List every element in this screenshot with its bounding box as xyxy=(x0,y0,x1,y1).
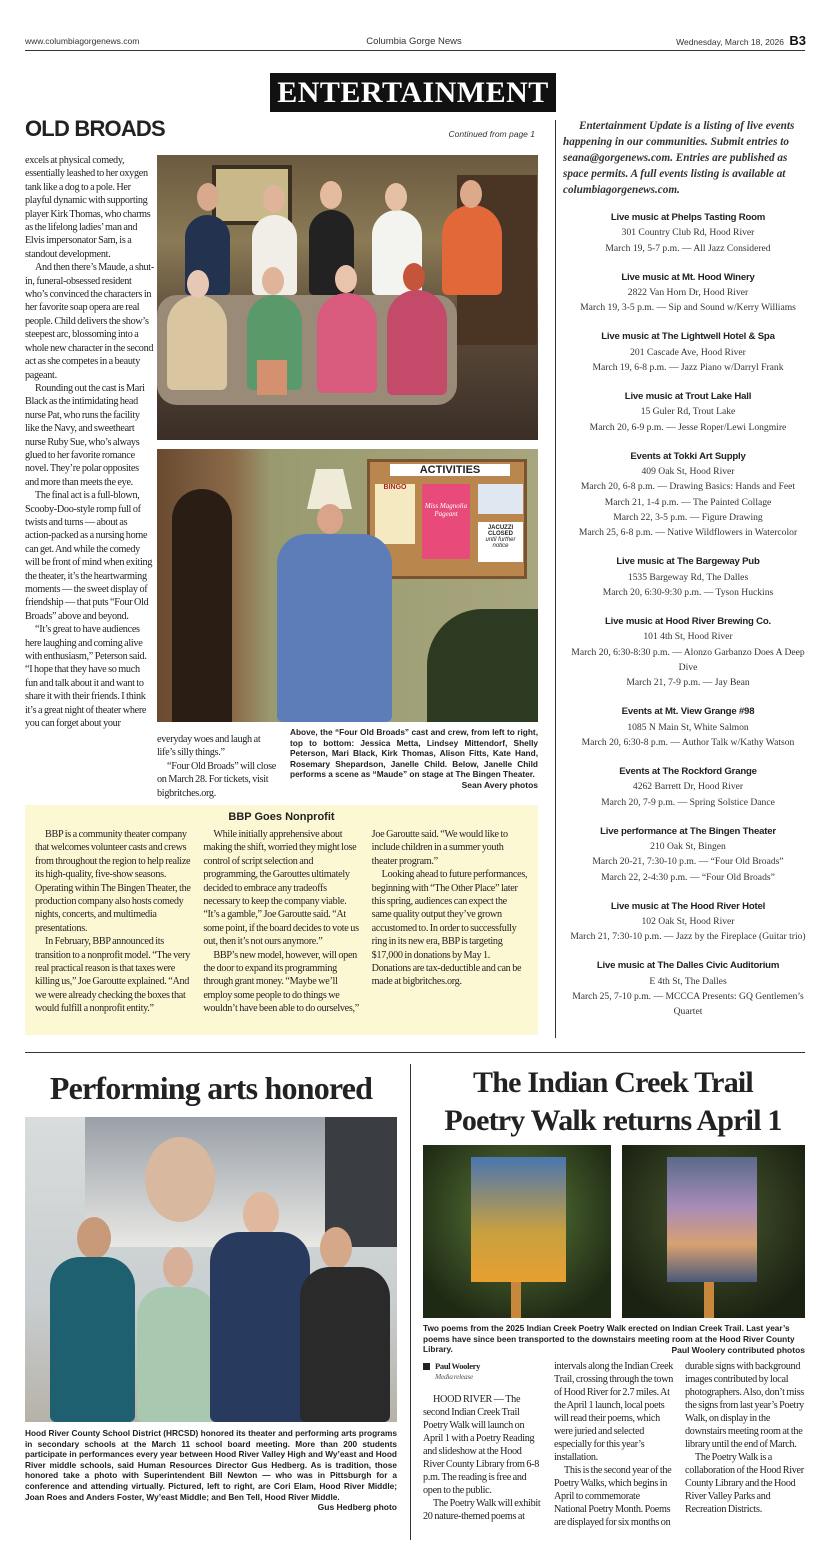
story-column xyxy=(25,154,154,730)
sidebar-title: BBP Goes Nonprofit xyxy=(228,811,335,823)
event-address: E 4th St, The Dalles xyxy=(649,975,727,987)
event-listing xyxy=(563,554,813,600)
sidebar-paragraph: Looking ahead to future performances, beginning with “The Other Place” later this spring, audiences can expect the same quality output they’ve grown accustomed to. In order to successfully ring in its new era, BBP is targeting $17,000 in donations by May 1. Donations are tax-deductible and can be made at bigbritches.org. xyxy=(371,869,528,988)
performing-arts-photo xyxy=(25,1117,397,1422)
jacuzzi-sign: JACUZZI CLOSED until further notice xyxy=(478,522,523,562)
event-time: March 20-21, 7:30-10 p.m. — “Four Old Broads” xyxy=(592,856,784,868)
byline-name: Paul Woolery xyxy=(435,1361,481,1371)
event-time: March 20, 6:30-9:30 p.m. — Tyson Huckins xyxy=(602,586,774,598)
update-intro: Entertainment Update is a listing of live events happening in our communities. Submit entries to seana@gorgenews.com. Entries are published as space permits. A full events listing is available at columbiagorgenews.com. xyxy=(563,120,795,196)
bottom-column-rule xyxy=(410,1064,411,1540)
poetry-caption: Two poems from the 2025 Indian Creek Poetry Walk erected on Indian Creek Trail. Last year’s poems have since been transported to the downstairs meeting room at the Hood River County Library. xyxy=(423,1323,795,1355)
sidebar-paragraph: BBP is a community theater company that welcomes volunteer casts and crews from throughout the region to help realize its high-quality, five-show seasons. Operating within The Bingen Theater, the production company also hosts comedy nights, concerts, and multimedia presentations. xyxy=(35,829,191,934)
event-title: Live performance at The Bingen Theater xyxy=(600,825,776,837)
story-continuation xyxy=(157,733,279,800)
event-title: Live music at Mt. Hood Winery xyxy=(621,271,755,283)
event-address: 210 Oak St, Bingen xyxy=(650,840,726,852)
story-paragraph: And then there’s Maude, a shut-in, funeral-obsessed resident who’s convinced the characters in her favorite soap opera are real people. Child delivers the show’s steepest arc, blossoming into a whole new character in the second act as she competes in a beauty pageant. xyxy=(25,262,154,381)
event-title: Live music at The Hood River Hotel xyxy=(610,900,766,912)
paper-name: Columbia Gorge News xyxy=(366,36,462,47)
poetry-article xyxy=(423,1360,805,1529)
performing-arts-caption: Hood River County School District (HRCSD) honored its theater and performing arts programs in secondary schools at the March 11 school board meeting. More than 200 students participate in performances every year between Hood River Valley High and Wy’east and Hood River middle schools, said Human Resources Director Gus Hedberg. As is tradition, those honored take a photo with Superintendent Bill Newton — who was in Pittsburgh for a conference and attending virtually. Pictured, left to right, are Cori Elam, Hood River Middle; Joan Roes and Anders Foster, Wy’east Middle; and Ben Tell, Hood River Middle. xyxy=(25,1428,398,1502)
event-title: Live music at Hood River Brewing Co. xyxy=(604,616,772,628)
website-url[interactable]: www.columbiagorgenews.com xyxy=(25,36,140,46)
poem-sign-photo-1 xyxy=(423,1145,611,1318)
event-address: 1535 Bargeway Rd, The Dalles xyxy=(627,571,749,583)
sidebar-paragraph: While initially apprehensive about making the shift, worried they might lose control of script selection and programming, the Garouttes ultimately decided to embrace any tradeoffs necessary to keep the company viable. “It’s a gamble,” Joe Garoutte said. “At some point, if the board decides to vote us out, then it’s not ours anymore.” xyxy=(203,829,359,948)
event-address: 1085 N Main St, White Salmon xyxy=(627,721,749,733)
photo-caption: Above, the “Four Old Broads” cast and crew, from left to right, top to bottom: Jessica Metta, Lindsey Mittendorf, Shelly Peterson, Mari Black, Kirk Thomas, Alison Fitts, Kate Hand, Rosemary Shepardson, Janelle Child. Below, Janelle Child performs a scene as “Maude” on stage at The Bingen Theater. xyxy=(290,727,538,780)
event-address: 4262 Barrett Dr, Hood River xyxy=(632,781,744,793)
performer-dress xyxy=(277,534,392,722)
bingo-sign: BINGO xyxy=(375,484,415,544)
event-address: 301 Country Club Rd, Hood River xyxy=(621,227,755,239)
event-listing xyxy=(563,449,813,541)
story-paragraph: excels at physical comedy, essentially leashed to her oxygen tank like a dog to a pole. Her playful dynamic with supporting player Kirk Thomas, who charms as the lifelong ladies’ man and Elvis impersonator Sam, is a standout development. xyxy=(25,155,151,260)
byline-role: Media release xyxy=(435,1372,474,1381)
poem-sign xyxy=(667,1157,757,1282)
event-time: March 19, 6-8 p.m. — Jazz Piano w/Darryl Frank xyxy=(592,361,784,373)
event-time: March 25, 6-8 p.m. — Native Wildflowers in Watercolor xyxy=(578,527,798,539)
section-title: ENTERTAINMENT xyxy=(270,73,556,112)
event-listing xyxy=(563,764,813,810)
event-title: Live music at The Dalles Civic Auditorium xyxy=(596,960,780,972)
events-list xyxy=(563,210,813,1020)
story-paragraph: The final act is a full-blown, Scooby-Doo-style romp full of twists and turns — about as action-packed as a nursing home can get. And while the comedy will be front of mind when exiting the theater, it’s the heartwarming moments — the sweet display of friendship — that puts “Four Old Broads” above and beyond. xyxy=(25,490,153,622)
event-address: 15 Guler Rd, Trout Lake xyxy=(640,406,736,418)
entertainment-update xyxy=(563,118,813,1033)
event-time: March 19, 3-5 p.m. — Sip and Sound w/Kerry Williams xyxy=(580,302,796,314)
story-paragraph: “It’s great to have audiences here laughing and coming alive with enthusiasm,” Peterson said. “I hope that they have so much fun and talk about it and want to share it with their friends. I think it’s a great night of theater where you can forget about your xyxy=(25,624,147,730)
event-title: Events at Tokki Art Supply xyxy=(630,450,746,462)
poetry-paragraph: HOOD RIVER — The second Indian Creek Trail Poetry Walk will launch on April 1 with a Poetry Reading and slideshow at the Hood River County Library from 6-8 p.m. The reading is free and open to the public. xyxy=(423,1394,540,1496)
column-rule xyxy=(555,120,556,1038)
page-number: B3 xyxy=(789,33,806,48)
performing-arts-headline: Performing arts honored xyxy=(49,1070,373,1106)
event-time: March 22, 2-4:30 p.m. — “Four Old Broads” xyxy=(601,871,775,883)
event-title: Events at Mt. View Grange #98 xyxy=(621,706,755,718)
issue-date: Wednesday, March 18, 2026 xyxy=(676,37,784,47)
event-time: March 21, 1-4 p.m. — The Painted Collage xyxy=(604,496,772,508)
header-rule xyxy=(25,50,805,51)
poetry-headline-line1: The Indian Creek Trail xyxy=(473,1066,753,1099)
cast-photo xyxy=(157,155,538,440)
event-title: Events at The Rockford Grange xyxy=(619,765,757,777)
dollhouse xyxy=(257,360,287,395)
lampshade-hat xyxy=(307,469,352,509)
event-time: March 21, 7-9 p.m. — Jay Bean xyxy=(626,677,750,689)
event-address: 102 Oak St, Hood River xyxy=(641,915,735,927)
story-headline: OLD BROADS xyxy=(25,116,165,141)
event-time: March 21, 7:30-10 p.m. — Jazz by the Fireplace (Guitar trio) xyxy=(570,931,806,943)
continued-note: Continued from page 1 xyxy=(448,129,535,139)
poem-sign-photo-2 xyxy=(622,1145,805,1318)
event-listing xyxy=(563,958,813,1019)
event-time: March 25, 7-10 p.m. — MCCCA Presents: GQ Gentlemen’s Quartet xyxy=(572,990,804,1018)
nonprofit-sidebar xyxy=(25,805,538,1035)
sidebar-paragraph: In February, BBP announced its transition to a nonprofit model. “The very real practical reason is that taxes were killing us,” Joe Garoutte explained. “And we were already checking the boxes that would fulfill a nonprofit entity.” xyxy=(35,936,190,1015)
story-paragraph: everyday woes and laugh at life’s silly things.” xyxy=(157,734,261,759)
sign-post xyxy=(511,1282,521,1318)
event-time: March 22, 3-5 p.m. — Figure Drawing xyxy=(613,511,763,523)
sidebar-paragraph: BBP’s new model, however, will open the door to expand its programming through grant money. “Maybe we’ll employ some people to do things we wouldn’t have been able to do ourselves,” Joe Garoutte said. “We would like to include children in a summer youth theater program.” xyxy=(203,829,508,1015)
event-time: March 20, 7-9 p.m. — Spring Solstice Dance xyxy=(601,796,775,808)
virtual-attendee xyxy=(145,1137,215,1222)
event-time: March 20, 6:30-8:30 p.m. — Alonzo Garbanzo Does A Deep Dive xyxy=(571,646,805,673)
pageant-poster: Miss Magnolia Pageant xyxy=(422,484,470,559)
story-paragraph: Rounding out the cast is Mari Black as the intimidating head nurse Pat, who runs the facility like the Navy, and sweetheart nurse Ruby Sue, who’s always glued to her favorite romance novel. They’re polar opposites and more than meets the eye. xyxy=(25,382,145,488)
photo-credit: Sean Avery photos xyxy=(461,780,538,790)
plant xyxy=(427,609,538,722)
event-address: 101 4th St, Hood River xyxy=(643,631,733,643)
byline-square-icon xyxy=(423,1363,430,1370)
event-listing xyxy=(563,389,813,435)
event-address: 2822 Van Horn Dr, Hood River xyxy=(627,286,749,298)
event-title: Live music at The Lightwell Hotel & Spa xyxy=(601,331,775,343)
event-listing xyxy=(563,899,813,945)
event-time: March 20, 6-8 p.m. — Drawing Basics: Hands and Feet xyxy=(580,481,796,493)
event-listing xyxy=(563,614,813,690)
activities-label: ACTIVITIES xyxy=(390,464,510,476)
poetry-headline xyxy=(418,1064,808,1140)
event-time: March 20, 6-9 p.m. — Jesse Roper/Lewi Longmire xyxy=(589,421,787,433)
event-address: 201 Cascade Ave, Hood River xyxy=(630,346,746,358)
poetry-paragraph: The Poetry Walk is a collaboration of the Hood River County Library and the Hood River Valley Parks and Recreation Districts. xyxy=(685,1452,804,1515)
event-title: Live music at The Bargeway Pub xyxy=(616,556,760,568)
poetry-paragraph: This is the second year of the Poetry Walks, which begins in April to commemorate National Poetry Month. Poems are displayed for six months on durable signs with background images contributed by local photographers. Also, don’t miss the signs from last year’s Poetry Walk, on display in the downstairs meeting room at the library until the end of March. xyxy=(554,1361,804,1528)
event-listing xyxy=(563,329,813,375)
sign-post xyxy=(704,1282,714,1318)
maude-photo xyxy=(157,449,538,722)
page-info xyxy=(676,33,806,48)
poetry-paragraph: The Poetry Walk will exhibit 20 nature-themed poems at intervals along the Indian Creek Trail, crossing through the town of Hood River for 2.7 miles. At the April 1 launch, local poets will read their poems, which were juried and selected especially for this year’s installation. xyxy=(423,1361,674,1522)
event-title: Live music at Phelps Tasting Room xyxy=(610,212,766,223)
poem-sign xyxy=(471,1157,566,1282)
poetry-headline-line2: Poetry Walk returns April 1 xyxy=(444,1104,782,1137)
byline xyxy=(423,1360,543,1393)
doorway xyxy=(172,489,232,722)
event-time: March 19, 5-7 p.m. — All Jazz Considered xyxy=(605,242,771,254)
event-time: March 20, 6:30-8 p.m. — Author Talk w/Kathy Watson xyxy=(581,736,795,748)
event-listing xyxy=(563,704,813,750)
event-listing xyxy=(563,270,813,316)
performing-arts-credit: Gus Hedberg photo xyxy=(317,1502,397,1512)
poetry-credit: Paul Woolery contributed photos xyxy=(671,1345,805,1355)
section-rule xyxy=(25,1052,805,1053)
event-listing xyxy=(563,210,813,256)
event-address: 409 Oak St, Hood River xyxy=(641,466,735,478)
event-title: Live music at Trout Lake Hall xyxy=(624,391,752,403)
story-paragraph: “Four Old Broads” will close on March 28. For tickets, visit bigbritches.org. xyxy=(157,760,277,799)
event-listing xyxy=(563,824,813,885)
